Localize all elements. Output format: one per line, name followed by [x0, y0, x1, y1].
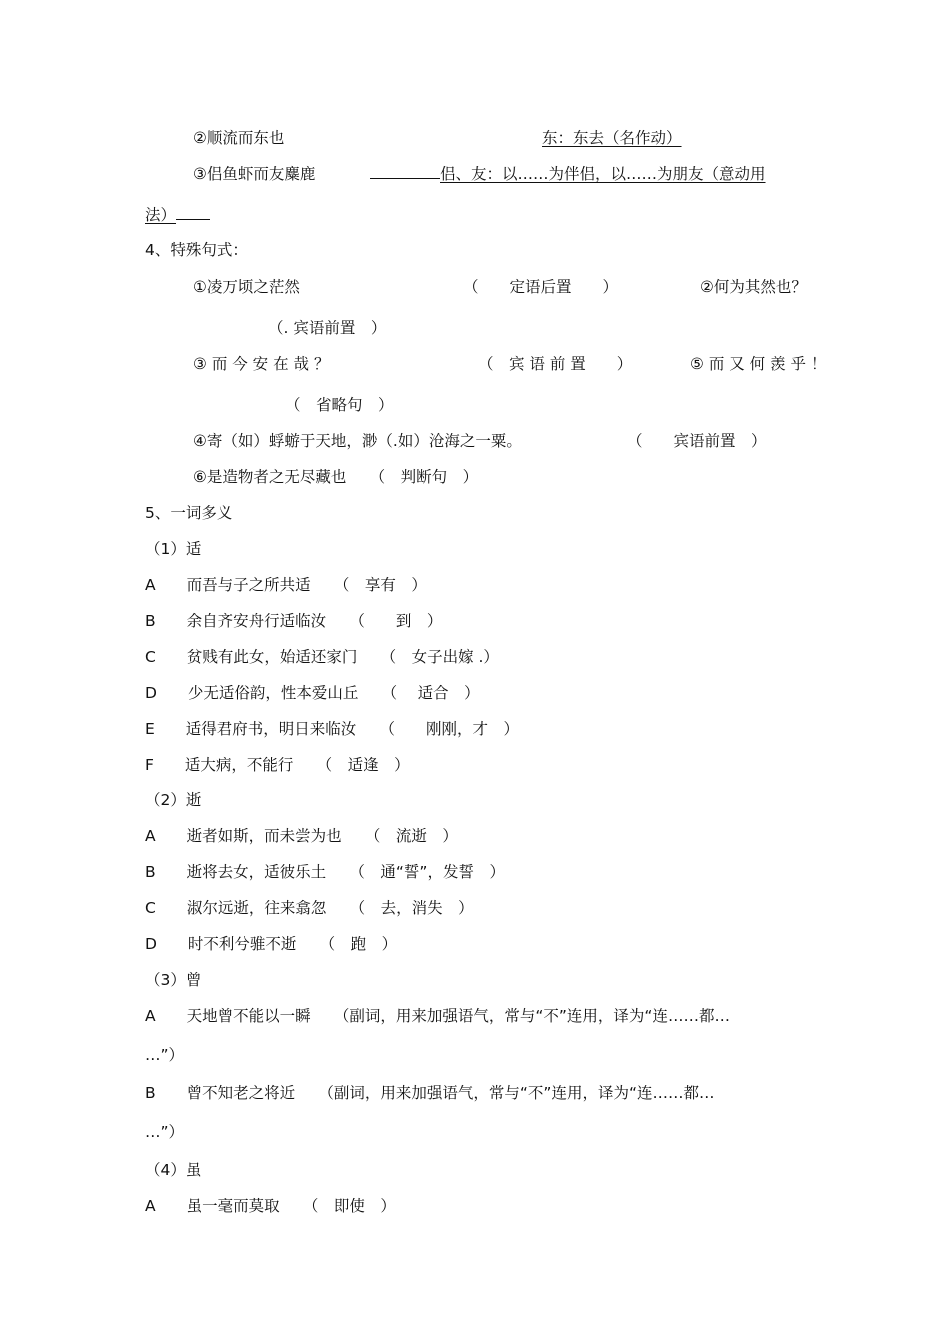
list-item: A 逝者如斯，而未尝为也 （ 流逝 ）: [145, 827, 458, 845]
list-item: A 虽一毫而莫取 （ 即使 ）: [145, 1197, 396, 1215]
list-item: C 贫贱有此女，始适还家门 （ 女子出嫁 .）: [145, 648, 499, 666]
subheading: （1）适: [145, 540, 202, 558]
subheading: （3）曾: [145, 971, 202, 989]
list-item: D 少无适俗韵，性本爱山丘 （ 适合 ）: [145, 684, 480, 702]
subheading: （2）逝: [145, 791, 202, 809]
list-item: F 适大病，不能行 （ 适逢 ）: [145, 756, 410, 774]
text-line: ②顺流而东也: [193, 129, 285, 147]
text-line: ③ 而 今 安 在 哉 ？: [193, 355, 330, 373]
list-item: B 曾不知老之将近 （副词，用来加强语气，常与“不”连用，译为“连……都…: [145, 1084, 715, 1102]
text-line: （. 宾语前置 ）: [268, 319, 387, 337]
list-item: E 适得君府书，明日来临汝 （ 刚刚，才 ）: [145, 720, 520, 738]
text-line: ④寄（如）蜉蝣于天地，渺（.如）沧海之一粟。: [193, 432, 522, 450]
answer-underlined: 东：东去（名作动）: [542, 129, 682, 147]
text-line: （ 定语后置 ）: [463, 278, 619, 296]
list-item: …”）: [145, 1123, 185, 1141]
list-item: B 余自齐安舟行适临汝 （ 到 ）: [145, 612, 443, 630]
answer-underlined: 侣、友：以……为伴侣，以……为朋友（意动用: [440, 165, 766, 183]
answer-blank-underline: [370, 164, 440, 179]
list-item: C 淑尔远逝，往来翕忽 （ 去，消失 ）: [145, 899, 474, 917]
list-item: D 时不利兮骓不逝 （ 跑 ）: [145, 935, 398, 953]
text-line: （ 宾语前置 ）: [627, 432, 767, 450]
list-item: A 而吾与子之所共适 （ 享有 ）: [145, 576, 427, 594]
subheading: （4）虽: [145, 1161, 202, 1179]
text-line: ②何为其然也？: [700, 278, 807, 296]
answer-underlined: 法）: [145, 206, 177, 224]
text-line: （ 省略句 ）: [285, 396, 394, 414]
text-line: （ 宾 语 前 置 ）: [478, 355, 633, 373]
section-heading: 5、一词多义: [145, 504, 233, 522]
text-line: ⑤ 而 又 何 羡 乎 ！: [690, 355, 827, 373]
list-item: B 逝将去女，适彼乐土 （ 通“誓”，发誓 ）: [145, 863, 505, 881]
list-item: …”）: [145, 1046, 185, 1064]
answer-blank-underline: [176, 205, 210, 220]
list-item: A 天地曾不能以一瞬 （副词，用来加强语气，常与“不”连用，译为“连……都…: [145, 1007, 730, 1025]
section-heading: 4、特殊句式：: [145, 241, 248, 259]
text-line: ⑥是造物者之无尽藏也 （ 判断句 ）: [193, 468, 479, 486]
text-line: ③侣鱼虾而友麋鹿: [193, 165, 316, 183]
text-line: ①凌万顷之茫然: [193, 278, 300, 296]
